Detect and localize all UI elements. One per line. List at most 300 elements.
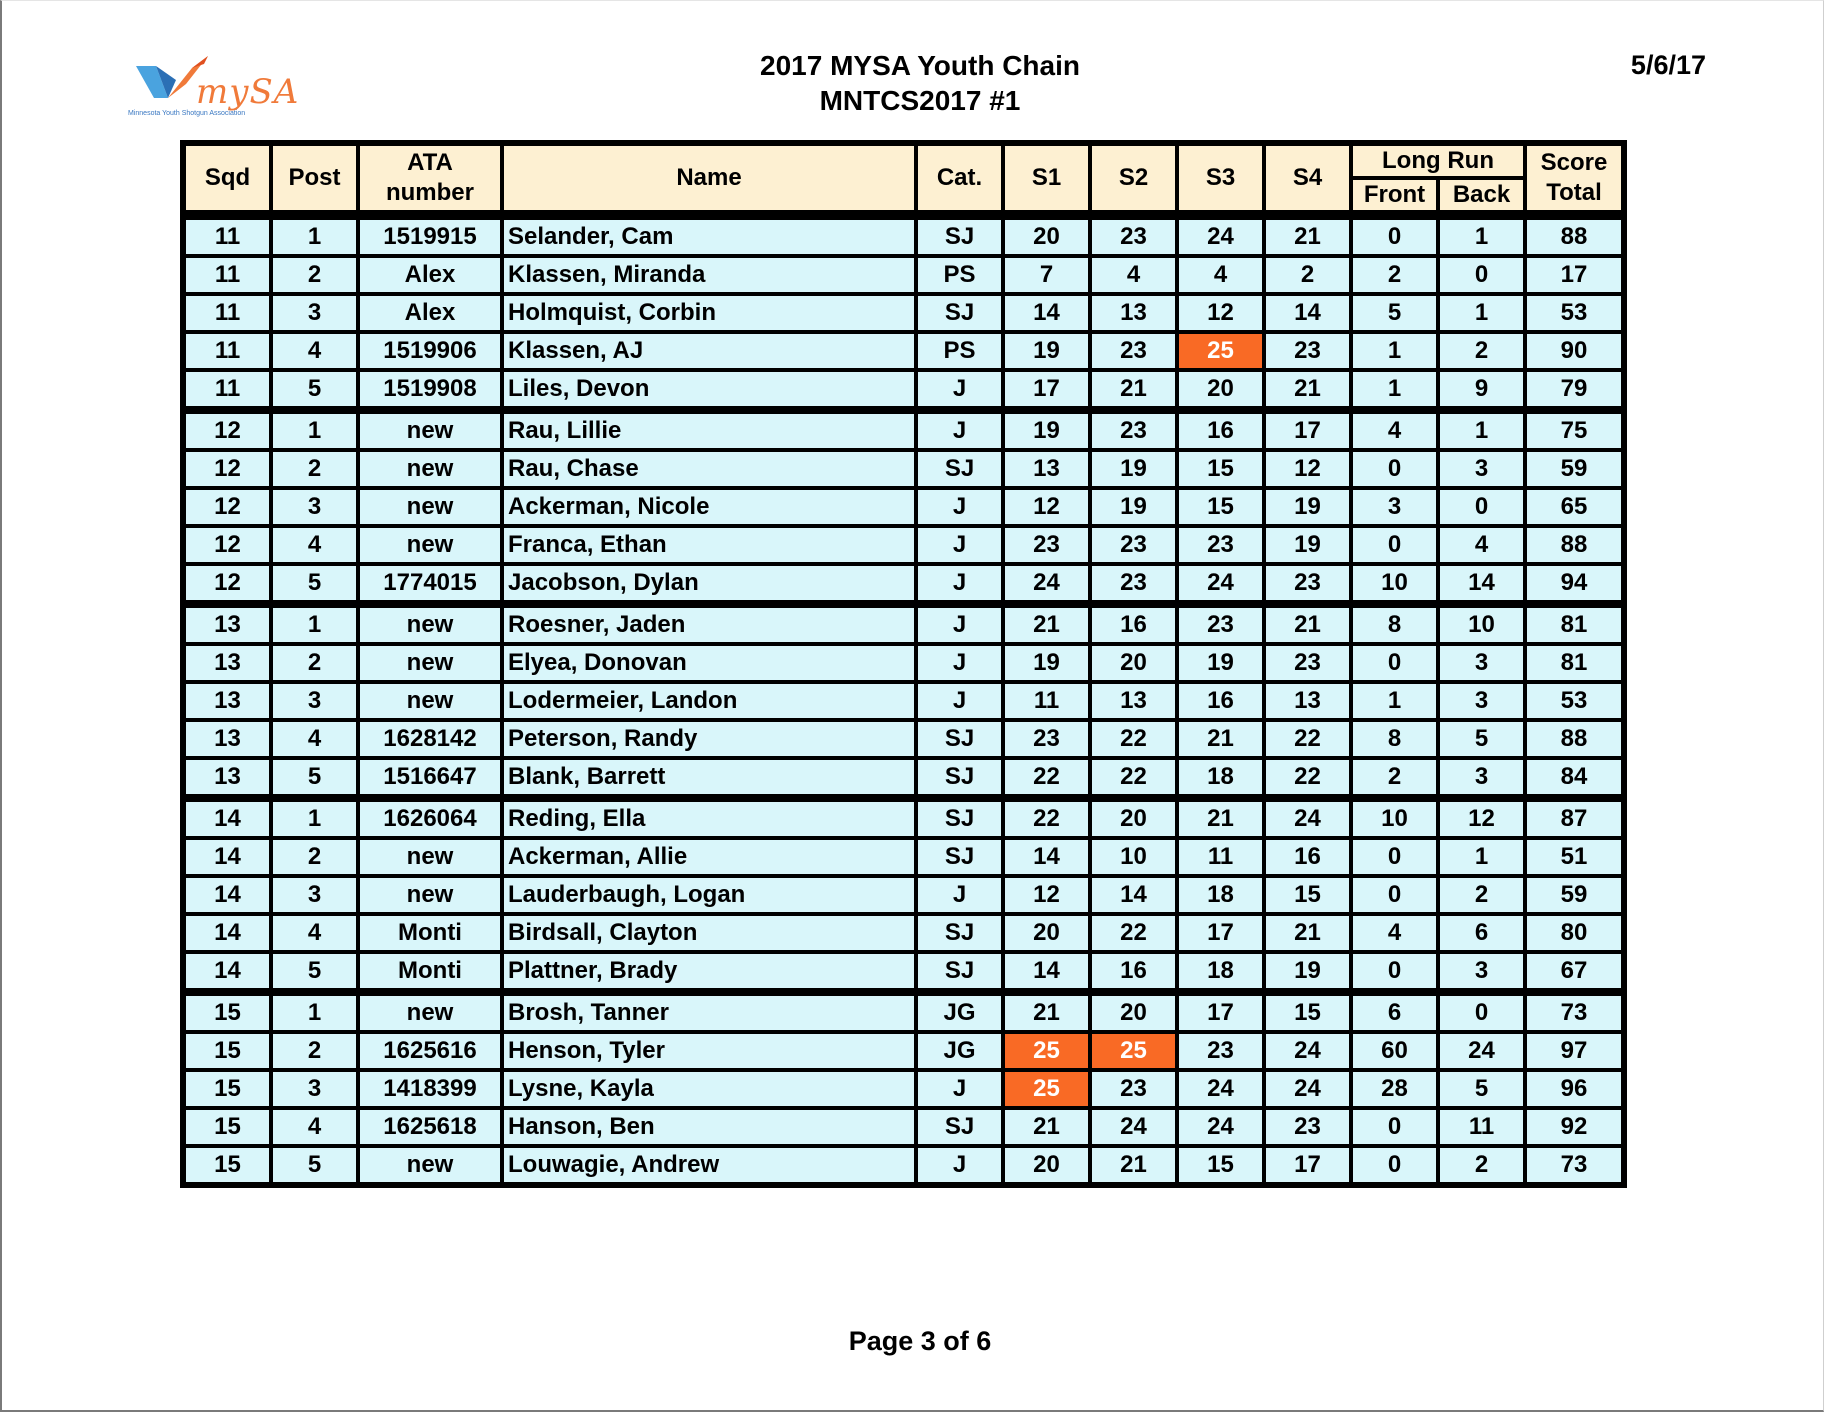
cell-s3: 4 [1179, 258, 1262, 292]
table-row [186, 566, 1621, 600]
cell-s4: 19 [1266, 490, 1349, 524]
col-score-line-1: Score [1540, 149, 1608, 176]
cell-s3: 15 [1179, 452, 1262, 486]
table-row [186, 372, 1621, 406]
cell-s3: 24 [1179, 1072, 1262, 1106]
cell-s4: 21 [1266, 220, 1349, 254]
cell-s3: 15 [1179, 490, 1262, 524]
cell-s2: 23 [1092, 220, 1175, 254]
cell-s1: 22 [1005, 802, 1088, 836]
cell-score-total: 84 [1527, 760, 1621, 794]
cell-s4: 21 [1266, 608, 1349, 642]
cell-s1: 21 [1005, 608, 1088, 642]
cell-post: 2 [273, 258, 356, 292]
cell-category: SJ [918, 954, 1001, 988]
header-divider [186, 214, 1621, 216]
cell-score-total: 53 [1527, 684, 1621, 718]
cell-score-total: 94 [1527, 566, 1621, 600]
cell-s1: 24 [1005, 566, 1088, 600]
cell-s1: 12 [1005, 878, 1088, 912]
cell-sqd: 15 [186, 1072, 269, 1106]
col-post: Post [273, 146, 356, 210]
cell-sqd: 12 [186, 452, 269, 486]
cell-long-run-front: 60 [1353, 1034, 1436, 1068]
cell-long-run-back: 2 [1440, 1148, 1523, 1182]
table-row [186, 528, 1621, 562]
cell-score-total: 90 [1527, 334, 1621, 368]
cell-s2: 25 [1092, 1034, 1175, 1068]
cell-long-run-front: 10 [1353, 566, 1436, 600]
cell-long-run-front: 0 [1353, 452, 1436, 486]
cell-s2: 20 [1092, 646, 1175, 680]
cell-category: J [918, 1072, 1001, 1106]
cell-name: Rau, Chase [504, 452, 914, 486]
cell-ata-number: 1519915 [360, 220, 500, 254]
cell-name: Klassen, AJ [504, 334, 914, 368]
cell-ata-number: 1516647 [360, 760, 500, 794]
cell-sqd: 14 [186, 840, 269, 874]
cell-ata-number: new [360, 452, 500, 486]
cell-ata-number: 1626064 [360, 802, 500, 836]
cell-s4: 14 [1266, 296, 1349, 330]
cell-category: J [918, 684, 1001, 718]
cell-s4: 24 [1266, 802, 1349, 836]
cell-sqd: 14 [186, 916, 269, 950]
cell-s1: 25 [1005, 1034, 1088, 1068]
cell-name: Selander, Cam [504, 220, 914, 254]
cell-ata-number: 1774015 [360, 566, 500, 600]
cell-ata-number: new [360, 608, 500, 642]
table-row [186, 490, 1621, 524]
cell-post: 5 [273, 760, 356, 794]
cell-post: 3 [273, 1072, 356, 1106]
col-s2: S2 [1092, 146, 1175, 210]
cell-category: SJ [918, 452, 1001, 486]
cell-s1: 21 [1005, 996, 1088, 1030]
cell-category: SJ [918, 840, 1001, 874]
cell-s4: 15 [1266, 996, 1349, 1030]
cell-s3: 15 [1179, 1148, 1262, 1182]
cell-post: 3 [273, 490, 356, 524]
cell-sqd: 11 [186, 296, 269, 330]
cell-s1: 19 [1005, 414, 1088, 448]
cell-s4: 17 [1266, 414, 1349, 448]
cell-s1: 20 [1005, 1148, 1088, 1182]
cell-category: SJ [918, 760, 1001, 794]
cell-post: 2 [273, 452, 356, 486]
table-header [186, 146, 1621, 216]
col-s4: S4 [1266, 146, 1349, 210]
cell-long-run-front: 1 [1353, 684, 1436, 718]
cell-s2: 23 [1092, 334, 1175, 368]
cell-s2: 16 [1092, 608, 1175, 642]
cell-name: Lodermeier, Landon [504, 684, 914, 718]
cell-post: 2 [273, 646, 356, 680]
col-score-total [1527, 146, 1621, 210]
cell-s2: 13 [1092, 684, 1175, 718]
col-back: Back [1440, 180, 1523, 210]
cell-long-run-front: 0 [1353, 1148, 1436, 1182]
cell-s1: 22 [1005, 760, 1088, 794]
cell-long-run-front: 1 [1353, 372, 1436, 406]
cell-s4: 12 [1266, 452, 1349, 486]
cell-sqd: 13 [186, 760, 269, 794]
cell-name: Rau, Lillie [504, 414, 914, 448]
cell-s2: 23 [1092, 566, 1175, 600]
cell-score-total: 51 [1527, 840, 1621, 874]
cell-sqd: 12 [186, 566, 269, 600]
cell-category: J [918, 878, 1001, 912]
cell-s2: 10 [1092, 840, 1175, 874]
cell-category: SJ [918, 916, 1001, 950]
cell-score-total: 73 [1527, 996, 1621, 1030]
cell-category: JG [918, 996, 1001, 1030]
cell-long-run-back: 11 [1440, 1110, 1523, 1144]
cell-s3: 21 [1179, 802, 1262, 836]
cell-s3: 18 [1179, 760, 1262, 794]
cell-post: 5 [273, 954, 356, 988]
cell-long-run-back: 5 [1440, 722, 1523, 756]
col-ata-line-2: number [385, 179, 474, 206]
cell-s4: 19 [1266, 954, 1349, 988]
cell-s1: 19 [1005, 646, 1088, 680]
cell-s1: 11 [1005, 684, 1088, 718]
cell-long-run-back: 3 [1440, 760, 1523, 794]
cell-s2: 22 [1092, 916, 1175, 950]
cell-long-run-front: 6 [1353, 996, 1436, 1030]
cell-long-run-back: 0 [1440, 490, 1523, 524]
cell-s2: 19 [1092, 490, 1175, 524]
cell-category: J [918, 566, 1001, 600]
cell-long-run-back: 1 [1440, 414, 1523, 448]
cell-s2: 13 [1092, 296, 1175, 330]
table-row [186, 878, 1621, 912]
cell-long-run-back: 24 [1440, 1034, 1523, 1068]
cell-s1: 7 [1005, 258, 1088, 292]
cell-s4: 21 [1266, 916, 1349, 950]
cell-s1: 23 [1005, 528, 1088, 562]
cell-name: Franca, Ethan [504, 528, 914, 562]
cell-category: J [918, 414, 1001, 448]
cell-score-total: 59 [1527, 452, 1621, 486]
cell-s4: 24 [1266, 1034, 1349, 1068]
cell-ata-number: new [360, 528, 500, 562]
cell-category: SJ [918, 802, 1001, 836]
cell-s1: 23 [1005, 722, 1088, 756]
cell-s1: 25 [1005, 1072, 1088, 1106]
cell-long-run-front: 0 [1353, 528, 1436, 562]
page-title [600, 48, 1240, 118]
cell-sqd: 12 [186, 528, 269, 562]
cell-post: 1 [273, 414, 356, 448]
cell-ata-number: new [360, 684, 500, 718]
cell-category: SJ [918, 220, 1001, 254]
cell-sqd: 13 [186, 608, 269, 642]
cell-name: Brosh, Tanner [504, 996, 914, 1030]
cell-sqd: 14 [186, 954, 269, 988]
cell-s4: 21 [1266, 372, 1349, 406]
table-row [186, 954, 1621, 988]
cell-long-run-back: 3 [1440, 452, 1523, 486]
logo-subtext: Minnesota Youth Shotgun Association [128, 110, 246, 117]
cell-score-total: 97 [1527, 1034, 1621, 1068]
cell-s3: 16 [1179, 414, 1262, 448]
cell-name: Birdsall, Clayton [504, 916, 914, 950]
cell-ata-number: new [360, 1148, 500, 1182]
cell-long-run-back: 1 [1440, 296, 1523, 330]
cell-long-run-front: 3 [1353, 490, 1436, 524]
cell-s4: 22 [1266, 760, 1349, 794]
cell-long-run-front: 8 [1353, 722, 1436, 756]
cell-score-total: 81 [1527, 646, 1621, 680]
cell-s1: 17 [1005, 372, 1088, 406]
cell-long-run-back: 2 [1440, 878, 1523, 912]
cell-name: Elyea, Donovan [504, 646, 914, 680]
table-row [186, 1148, 1621, 1182]
cell-s1: 13 [1005, 452, 1088, 486]
cell-s1: 14 [1005, 954, 1088, 988]
cell-name: Louwagie, Andrew [504, 1148, 914, 1182]
cell-post: 2 [273, 840, 356, 874]
cell-long-run-front: 0 [1353, 1110, 1436, 1144]
cell-name: Liles, Devon [504, 372, 914, 406]
cell-sqd: 11 [186, 220, 269, 254]
cell-name: Plattner, Brady [504, 954, 914, 988]
col-cat: Cat. [918, 146, 1001, 210]
col-ata-line-1: ATA [407, 149, 453, 176]
cell-post: 1 [273, 220, 356, 254]
cell-score-total: 88 [1527, 528, 1621, 562]
cell-score-total: 87 [1527, 802, 1621, 836]
cell-score-total: 73 [1527, 1148, 1621, 1182]
title-line-1: 2017 MYSA Youth Chain [760, 50, 1080, 81]
cell-sqd: 12 [186, 490, 269, 524]
cell-s3: 24 [1179, 566, 1262, 600]
cell-post: 3 [273, 296, 356, 330]
table-row [186, 1110, 1621, 1144]
col-long-run: Long Run [1353, 146, 1523, 176]
cell-s1: 20 [1005, 916, 1088, 950]
cell-long-run-back: 4 [1440, 528, 1523, 562]
cell-score-total: 67 [1527, 954, 1621, 988]
cell-name: Jacobson, Dylan [504, 566, 914, 600]
cell-long-run-front: 10 [1353, 802, 1436, 836]
cell-s2: 21 [1092, 1148, 1175, 1182]
cell-sqd: 11 [186, 372, 269, 406]
cell-score-total: 17 [1527, 258, 1621, 292]
cell-long-run-front: 0 [1353, 954, 1436, 988]
cell-s3: 20 [1179, 372, 1262, 406]
cell-ata-number: Monti [360, 916, 500, 950]
cell-s4: 2 [1266, 258, 1349, 292]
cell-long-run-back: 5 [1440, 1072, 1523, 1106]
cell-ata-number: 1519908 [360, 372, 500, 406]
cell-s3: 18 [1179, 954, 1262, 988]
cell-ata-number: new [360, 996, 500, 1030]
cell-category: J [918, 490, 1001, 524]
table-row [186, 760, 1621, 794]
cell-s4: 16 [1266, 840, 1349, 874]
cell-score-total: 65 [1527, 490, 1621, 524]
table-row [186, 1034, 1621, 1068]
logo-text: mySA [196, 72, 300, 112]
report-date: 5/6/17 [1630, 50, 1706, 80]
cell-post: 2 [273, 1034, 356, 1068]
cell-ata-number: Alex [360, 296, 500, 330]
table-body [186, 220, 1621, 1182]
cell-s4: 17 [1266, 1148, 1349, 1182]
cell-long-run-back: 12 [1440, 802, 1523, 836]
cell-ata-number: new [360, 840, 500, 874]
cell-s2: 22 [1092, 760, 1175, 794]
cell-s1: 14 [1005, 296, 1088, 330]
cell-long-run-back: 0 [1440, 996, 1523, 1030]
cell-long-run-front: 2 [1353, 760, 1436, 794]
cell-ata-number: 1418399 [360, 1072, 500, 1106]
cell-s2: 23 [1092, 1072, 1175, 1106]
cell-s3: 23 [1179, 1034, 1262, 1068]
cell-score-total: 81 [1527, 608, 1621, 642]
cell-ata-number: new [360, 878, 500, 912]
cell-s3: 17 [1179, 996, 1262, 1030]
cell-sqd: 13 [186, 646, 269, 680]
cell-long-run-front: 5 [1353, 296, 1436, 330]
cell-ata-number: new [360, 490, 500, 524]
cell-long-run-back: 10 [1440, 608, 1523, 642]
cell-s3: 21 [1179, 722, 1262, 756]
cell-s3: 24 [1179, 220, 1262, 254]
cell-s3: 24 [1179, 1110, 1262, 1144]
table-row [186, 452, 1621, 486]
col-s1: S1 [1005, 146, 1088, 210]
table-row [186, 722, 1621, 756]
cell-long-run-front: 2 [1353, 258, 1436, 292]
cell-long-run-back: 0 [1440, 258, 1523, 292]
cell-name: Peterson, Randy [504, 722, 914, 756]
cell-name: Ackerman, Nicole [504, 490, 914, 524]
cell-score-total: 92 [1527, 1110, 1621, 1144]
cell-category: J [918, 608, 1001, 642]
cell-score-total: 88 [1527, 722, 1621, 756]
cell-name: Lysne, Kayla [504, 1072, 914, 1106]
table-row [186, 1072, 1621, 1106]
cell-s2: 23 [1092, 528, 1175, 562]
cell-name: Holmquist, Corbin [504, 296, 914, 330]
cell-post: 5 [273, 372, 356, 406]
col-name: Name [504, 146, 914, 210]
cell-sqd: 11 [186, 334, 269, 368]
cell-score-total: 96 [1527, 1072, 1621, 1106]
cell-long-run-back: 3 [1440, 646, 1523, 680]
cell-s3: 17 [1179, 916, 1262, 950]
cell-post: 3 [273, 878, 356, 912]
page-number: Page 3 of 6 [848, 1326, 992, 1356]
cell-sqd: 14 [186, 878, 269, 912]
cell-s3: 23 [1179, 528, 1262, 562]
cell-name: Roesner, Jaden [504, 608, 914, 642]
cell-post: 4 [273, 334, 356, 368]
table-row [186, 840, 1621, 874]
cell-sqd: 13 [186, 722, 269, 756]
cell-post: 5 [273, 1148, 356, 1182]
cell-s4: 19 [1266, 528, 1349, 562]
cell-long-run-front: 28 [1353, 1072, 1436, 1106]
cell-post: 4 [273, 1110, 356, 1144]
cell-long-run-front: 4 [1353, 414, 1436, 448]
cell-long-run-back: 9 [1440, 372, 1523, 406]
cell-post: 4 [273, 916, 356, 950]
cell-ata-number: 1625616 [360, 1034, 500, 1068]
cell-s2: 20 [1092, 996, 1175, 1030]
cell-ata-number: 1628142 [360, 722, 500, 756]
cell-sqd: 11 [186, 258, 269, 292]
table-row [186, 996, 1621, 1030]
cell-score-total: 75 [1527, 414, 1621, 448]
cell-s2: 16 [1092, 954, 1175, 988]
cell-post: 5 [273, 566, 356, 600]
cell-score-total: 79 [1527, 372, 1621, 406]
cell-s3: 16 [1179, 684, 1262, 718]
cell-name: Hanson, Ben [504, 1110, 914, 1144]
cell-post: 1 [273, 996, 356, 1030]
cell-long-run-back: 1 [1440, 840, 1523, 874]
col-ata [360, 146, 500, 210]
table-row [186, 608, 1621, 642]
cell-category: J [918, 1148, 1001, 1182]
cell-s4: 15 [1266, 878, 1349, 912]
cell-long-run-front: 0 [1353, 840, 1436, 874]
cell-ata-number: new [360, 646, 500, 680]
table-row [186, 258, 1621, 292]
cell-sqd: 12 [186, 414, 269, 448]
cell-s2: 19 [1092, 452, 1175, 486]
cell-score-total: 80 [1527, 916, 1621, 950]
cell-s4: 23 [1266, 334, 1349, 368]
cell-s2: 23 [1092, 414, 1175, 448]
cell-category: J [918, 372, 1001, 406]
cell-score-total: 88 [1527, 220, 1621, 254]
cell-long-run-front: 8 [1353, 608, 1436, 642]
cell-s1: 14 [1005, 840, 1088, 874]
cell-post: 1 [273, 802, 356, 836]
cell-name: Klassen, Miranda [504, 258, 914, 292]
cell-name: Reding, Ella [504, 802, 914, 836]
cell-ata-number: 1625618 [360, 1110, 500, 1144]
cell-long-run-back: 3 [1440, 954, 1523, 988]
cell-name: Henson, Tyler [504, 1034, 914, 1068]
cell-long-run-back: 1 [1440, 220, 1523, 254]
cell-s2: 22 [1092, 722, 1175, 756]
cell-category: PS [918, 334, 1001, 368]
cell-s1: 19 [1005, 334, 1088, 368]
cell-long-run-front: 0 [1353, 220, 1436, 254]
cell-s4: 23 [1266, 1110, 1349, 1144]
cell-score-total: 59 [1527, 878, 1621, 912]
table-row [186, 414, 1621, 448]
cell-sqd: 15 [186, 1034, 269, 1068]
cell-s3: 18 [1179, 878, 1262, 912]
table-row [186, 220, 1621, 254]
col-s3: S3 [1179, 146, 1262, 210]
cell-s3: 11 [1179, 840, 1262, 874]
cell-long-run-front: 0 [1353, 878, 1436, 912]
cell-post: 4 [273, 528, 356, 562]
cell-score-total: 53 [1527, 296, 1621, 330]
cell-s2: 21 [1092, 372, 1175, 406]
table-row [186, 802, 1621, 836]
table-row [186, 646, 1621, 680]
results-table [180, 140, 1627, 1188]
